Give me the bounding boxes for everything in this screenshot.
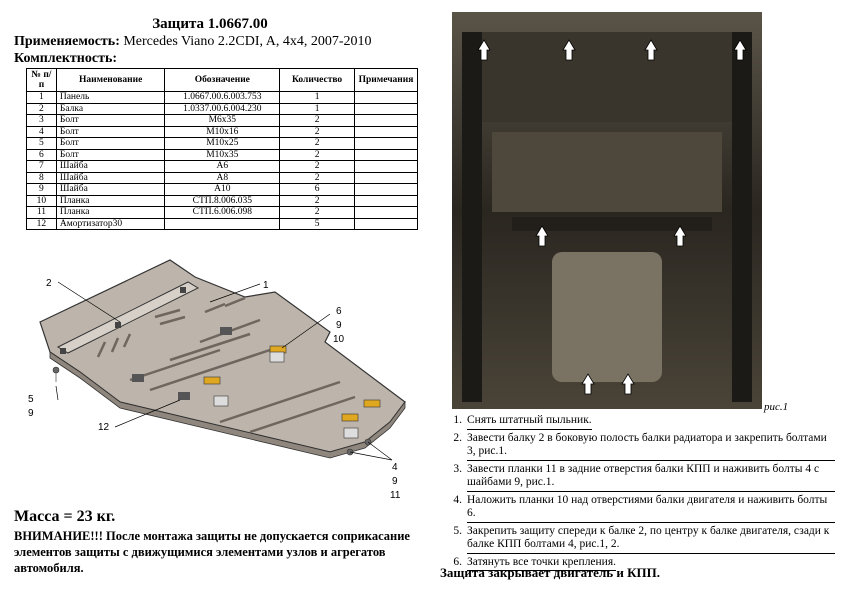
beam-bolt-right <box>180 287 186 293</box>
cell-designation: СТП.8.006.035 <box>165 195 280 207</box>
photo-caption: рис.1 <box>764 401 789 413</box>
cell-note <box>354 115 417 127</box>
cell-note <box>354 218 417 230</box>
plate-panel <box>40 260 405 452</box>
instruction-text: Закрепить защиту спереди к балке 2, по центру к балке двигателя, сзади к балке КПП болтами 4, рис.1, 2. <box>467 525 835 554</box>
parts-table <box>26 68 418 230</box>
cell-number: 12 <box>27 218 57 230</box>
cell-quantity: 2 <box>280 138 355 150</box>
instruction-number: 5. <box>453 524 462 537</box>
cell-number: 5 <box>27 138 57 150</box>
cell-name: Балка <box>56 103 165 115</box>
cell-note <box>354 195 417 207</box>
table-row <box>27 195 418 207</box>
right-frame <box>732 32 752 402</box>
cell-number: 1 <box>27 92 57 104</box>
cell-number: 8 <box>27 172 57 184</box>
callout-10: 10 <box>333 334 345 345</box>
cell-quantity: 5 <box>280 218 355 230</box>
cell-designation: 1.0667.00.6.003.753 <box>165 92 280 104</box>
table-row <box>27 115 418 127</box>
cell-number: 2 <box>27 103 57 115</box>
cell-quantity: 1 <box>280 92 355 104</box>
cell-quantity: 2 <box>280 207 355 219</box>
final-note: Защита закрывает двигатель и КПП. <box>440 565 661 580</box>
cell-name: Амортизатор30 <box>56 218 165 230</box>
cell-note <box>354 149 417 161</box>
cell-designation: М10х25 <box>165 138 280 150</box>
applicability-label: Применяемость: <box>14 34 120 49</box>
instruction-step <box>440 525 835 556</box>
cell-name: Болт <box>56 126 165 138</box>
instruction-step <box>440 463 835 494</box>
col-header-number: № п/п <box>27 69 57 92</box>
table-row <box>27 172 418 184</box>
cell-name: Планка <box>56 207 165 219</box>
cell-number: 6 <box>27 149 57 161</box>
cell-name: Панель <box>56 92 165 104</box>
beam-bolt-mid <box>115 322 121 328</box>
cell-note <box>354 103 417 115</box>
col-header-name: Наименование <box>56 69 165 92</box>
applicability-value: Mercedes Viano 2.2CDI, A, 4x4, 2007-2010 <box>123 34 372 49</box>
table-row <box>27 138 418 150</box>
left-frame <box>462 32 482 402</box>
underbody-photo <box>452 12 762 409</box>
table-header-row <box>27 69 418 92</box>
cell-note <box>354 207 417 219</box>
col-header-notes: Примечания <box>354 69 417 92</box>
col-header-designation: Обозначение <box>165 69 280 92</box>
callout-2: 2 <box>46 278 52 289</box>
cell-note <box>354 161 417 173</box>
mass-label: Масса = 23 кг. <box>14 508 116 525</box>
cell-quantity: 1 <box>280 103 355 115</box>
callout-9-right: 9 <box>392 476 398 487</box>
radiator-area <box>482 32 732 122</box>
cell-designation: 1.0337.00.6.004.230 <box>165 103 280 115</box>
instruction-text: Снять штатный пыльник. <box>467 414 592 430</box>
kit-label: Комплектность: <box>14 51 118 66</box>
instruction-text: Завести балку 2 в боковую полость балки радиатора и закрепить болтами 3, рис.1. <box>467 432 835 461</box>
cell-quantity: 2 <box>280 149 355 161</box>
cell-designation: СТП.6.006.098 <box>165 207 280 219</box>
cell-designation: А6 <box>165 161 280 173</box>
engine-beam-area <box>492 132 722 212</box>
cell-name: Шайба <box>56 172 165 184</box>
applicability-line <box>14 34 372 50</box>
parts-table-body <box>27 92 418 230</box>
instruction-text: Наложить планки 10 над отверстиями балки двигателя и наживить болты 6. <box>467 494 835 523</box>
cell-quantity: 2 <box>280 161 355 173</box>
instruction-number: 4. <box>453 493 462 506</box>
cell-designation: М10х16 <box>165 126 280 138</box>
document-title: Защита 1.0667.00 <box>152 16 268 32</box>
cell-name: Болт <box>56 149 165 161</box>
cell-name: Болт <box>56 115 165 127</box>
cell-note <box>354 92 417 104</box>
warning-text: ВНИМАНИЕ!!! После монтажа защиты не допускается соприкасание элементов защиты с движущимися элементами узлов и агрегатов автомобиля. <box>14 529 410 575</box>
instruction-step <box>440 432 835 463</box>
cell-note <box>354 184 417 196</box>
callout-6: 6 <box>336 306 342 317</box>
cell-note <box>354 126 417 138</box>
table-row <box>27 218 418 230</box>
cell-number: 3 <box>27 115 57 127</box>
exploded-diagram <box>20 252 420 502</box>
cell-quantity: 6 <box>280 184 355 196</box>
callout-11: 11 <box>390 490 401 501</box>
instruction-number: 6. <box>453 555 462 568</box>
cell-quantity: 2 <box>280 195 355 207</box>
cell-note <box>354 138 417 150</box>
callout-9-left: 9 <box>28 408 34 419</box>
cell-quantity: 2 <box>280 126 355 138</box>
cell-name: Шайба <box>56 184 165 196</box>
transmission-pan <box>552 252 662 382</box>
callout-1: 1 <box>263 280 269 291</box>
instruction-text: Затянуть все точки крепления. <box>467 556 616 572</box>
table-row <box>27 207 418 219</box>
instruction-step <box>440 494 835 525</box>
instruction-number: 2. <box>453 431 462 444</box>
callout-12: 12 <box>98 422 110 433</box>
instruction-number: 3. <box>453 462 462 475</box>
table-row <box>27 126 418 138</box>
cell-designation: М10х35 <box>165 149 280 161</box>
instructions-list <box>440 414 835 573</box>
cell-number: 4 <box>27 126 57 138</box>
cell-designation <box>165 218 280 230</box>
table-row <box>27 92 418 104</box>
table-row <box>27 184 418 196</box>
cell-number: 9 <box>27 184 57 196</box>
table-row <box>27 161 418 173</box>
cell-number: 11 <box>27 207 57 219</box>
instruction-number: 1. <box>453 414 462 426</box>
callout-9-top: 9 <box>336 320 342 331</box>
cell-quantity: 2 <box>280 172 355 184</box>
cell-number: 10 <box>27 195 57 207</box>
instruction-text: Завести планки 11 в задние отверстия балки КПП и наживить болты 4 с шайбами 9, рис.1. <box>467 463 835 492</box>
cell-name: Планка <box>56 195 165 207</box>
cell-name: Шайба <box>56 161 165 173</box>
col-header-quantity: Количество <box>280 69 355 92</box>
cell-note <box>354 172 417 184</box>
cell-designation: А8 <box>165 172 280 184</box>
cell-designation: М6х35 <box>165 115 280 127</box>
beam-bolt-left <box>60 348 66 354</box>
table-row <box>27 103 418 115</box>
cell-number: 7 <box>27 161 57 173</box>
callout-5: 5 <box>28 394 34 405</box>
cell-quantity: 2 <box>280 115 355 127</box>
cell-name: Болт <box>56 138 165 150</box>
instruction-step <box>440 414 835 432</box>
cell-designation: А10 <box>165 184 280 196</box>
table-row <box>27 149 418 161</box>
callout-4: 4 <box>392 462 398 473</box>
